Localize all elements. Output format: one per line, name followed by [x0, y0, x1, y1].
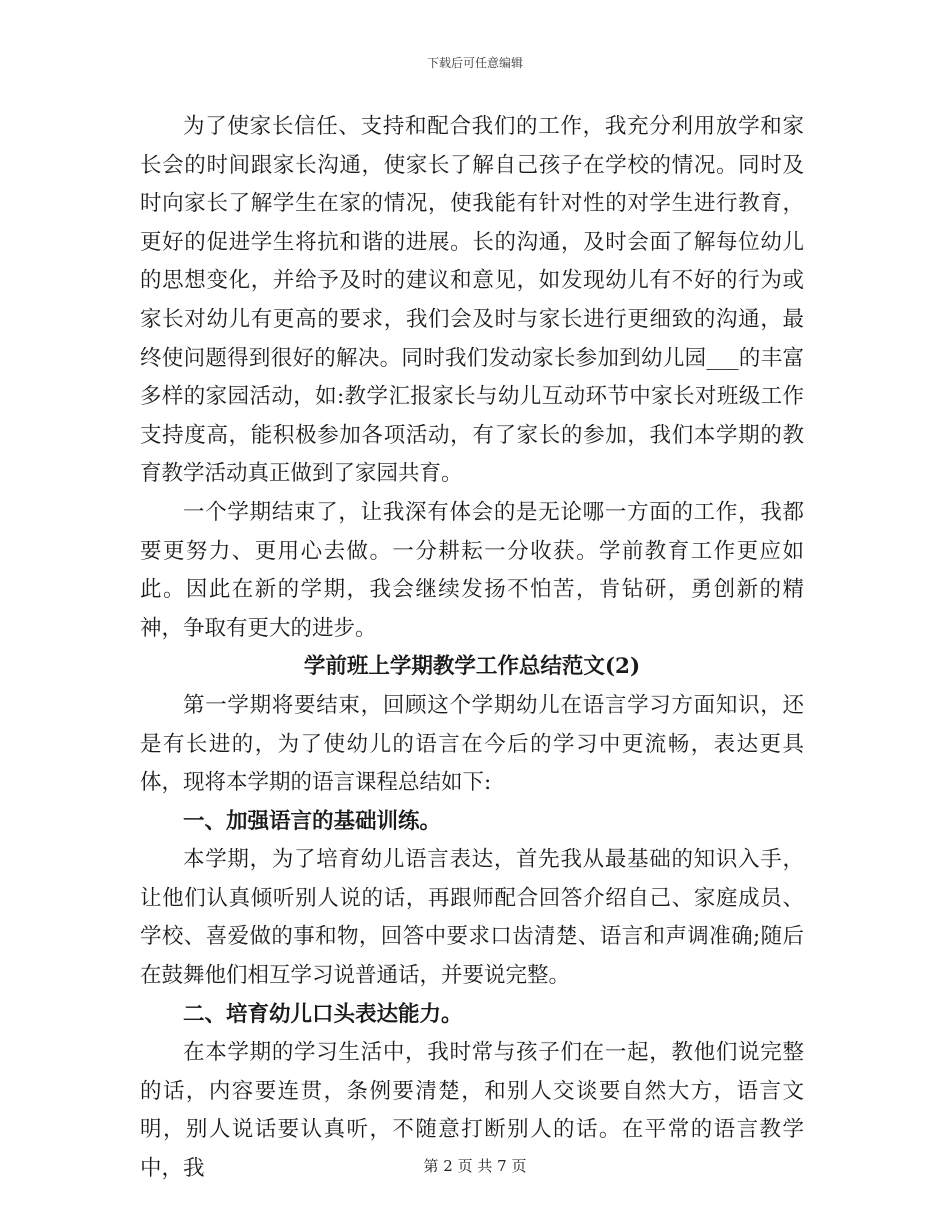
paragraph-basic-training: 本学期，为了培育幼儿语言表达，首先我从最基础的知识入手，让他们认真倾听别人说的话，再跟师配合回答介绍自己、家庭成员、学校、喜爱做的事和物，回答中要求口齿清楚、语言和声调准确;随后在鼓舞他们相互学习说普通话，并要说完整。: [140, 847, 804, 989]
paragraph-semester-reflection: 一个学期结束了，让我深有体会的是无论哪一方面的工作，我都要更努力、更用心去做。一分耕耘一分收获。学前教育工作更应如此。因此在新的学期，我会继续发扬不怕苦，肯钻研，勇创新的精神，争取有更大的进步。: [140, 499, 804, 641]
page-header: 下载后可任意编辑: [426, 56, 523, 70]
heading-basic-training: 一、加强语言的基础训练。: [183, 808, 442, 834]
section-title: 学前班上学期教学工作总结范文(2): [303, 654, 641, 680]
paragraph-parent-communication: 为了使家长信任、支持和配合我们的工作，我充分利用放学和家长会的时间跟家长沟通，使家长了解自己孩子在学校的情况。同时及时向家长了解学生在家的情况，使我能有针对性的对学生进行教育，更好的促进学生将抗和谐的进展。长的沟通，及时会面了解每位幼儿的思想变化，并给予及时的建议和意见，如发现幼儿有不好的行为或家长对幼儿有更高的要求，我们会及时与家长进行更细致的沟通，最终使问题得到很好的解决。同时我们发动家长参加到幼儿园___的丰富多样的家园活动，如:教学汇报家长与幼儿互动环节中家长对班级工作支持度高，能积极参加各项活动，有了家长的参加，我们本学期的教育教学活动真正做到了家园共育。: [140, 114, 804, 487]
page-footer: 第 2 页 共 7 页: [423, 1157, 527, 1175]
heading-oral-expression: 二、培育幼儿口头表达能力。: [183, 1001, 463, 1027]
paragraph-oral-expression: 在本学期的学习生活中，我时常与孩子们在一起，教他们说完整的话，内容要连贯，条例要清楚，和别人交谈要自然大方，语言文明，别人说话要认真听，不随意打断别人的话。在平常的语言教学中，我: [140, 1040, 804, 1182]
paragraph-intro: 第一学期将要结束，回顾这个学期幼儿在语言学习方面知识，还是有长进的，为了使幼儿的语言在今后的学习中更流畅，表达更具体，现将本学期的语言课程总结如下:: [140, 692, 804, 796]
document-body: [140, 108, 804, 1189]
